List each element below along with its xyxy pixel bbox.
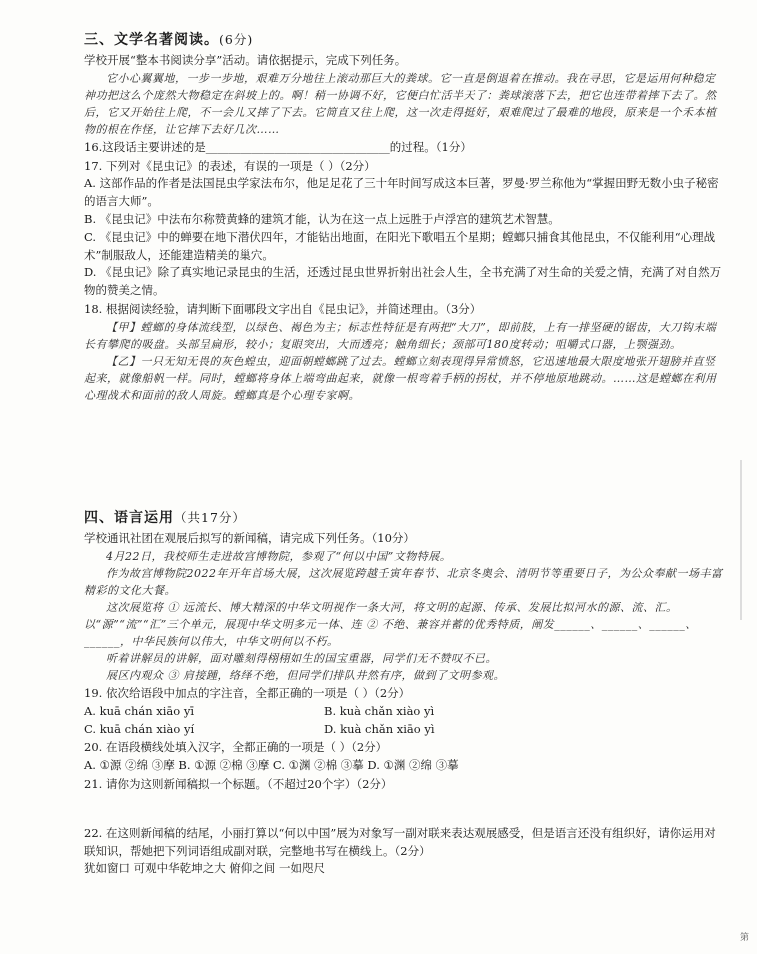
news-paragraph-1: 4月22日，我校师生走进故宫博物院，参观了“何以中国”文物特展。 (106, 549, 452, 563)
q19-options-row-1 (84, 703, 724, 721)
news-paragraph-3: 这次展览将 ① 远流长、博大精深的中华文明视作一条大河，将文明的起源、传承、发展比拟河水的源、流、汇。以“源”“流”“汇”三个单元，展现中华文明多元一体、连 ② 不绝、兼容并蓄的优秀特质，阐发______、______、______、______，中华民族何以伟大，中华文明何以不朽。 (84, 600, 697, 648)
q19-option-b: B. kuà chǎn xiào yì (324, 703, 435, 718)
section-3-score: (6分) (219, 32, 254, 47)
passage-yi: 【乙】一只无知无畏的灰色蝗虫，迎面朝螳螂跳了过去。螳螂立刻表现得异常愤怒，它迅速地最大限度地张开翅膀并直竖起来，就像船帆一样。同时，螳螂将身体上端弯曲起来，就像一根弯着手柄的拐杖，并不停地原地跳动。……这是螳螂在利用心理战术和面前的敌人周旋。螳螂真是个心理专家啊。 (84, 354, 717, 402)
question-19: 19. 依次给语段中加点的字注音，全都正确的一项是（ ）（2分） (84, 685, 411, 700)
question-20: 20. 在语段横线处填入汉字，全都正确的一项是（ ）（2分） (84, 740, 388, 755)
q17-option-a: A. 这部作品的作者是法国昆虫学家法布尔，他足足花了三十年时间写成这本巨著，罗曼·罗兰称他为“掌握田野无数小虫子秘密的语言大师”。 (84, 176, 719, 209)
section-4-title (84, 508, 724, 530)
q17-option-d: D. 《昆虫记》除了真实地记录昆虫的生活，还透过昆虫世界折射出社会人生，全书充满了对生命的关爱之情，充满了对自然万物的赞美之情。 (84, 265, 722, 298)
section-4 (84, 508, 724, 878)
question-18: 18. 根据阅读经验，请判断下面哪段文字出自《昆虫记》，并简述理由。（3分） (84, 302, 482, 316)
q21-answer-space (84, 794, 724, 824)
question-22: 22. 在这则新闻稿的结尾，小丽打算以“何以中国”展为对象写一副对联来表达观展感受，但是语言还没有组织好，请你运用对联知识，帮她把下列词语组成副对联，完整地书写在横线上。（2分） (84, 825, 716, 858)
q19-option-c: C. kuā chán xiào yí (84, 721, 195, 736)
news-paragraph-2: 作为故宫博物院2022年开年首场大展，这次展览跨越壬寅年春节、北京冬奥会、清明节等重要日子，为公众奉献一场丰富精彩的文化大餐。 (84, 566, 723, 597)
section-3-intro: 学校开展“整本书阅读分享”活动。请依据提示，完成下列任务。 (84, 52, 407, 67)
q19-options-row-2 (84, 721, 724, 739)
scan-smudge (740, 460, 742, 620)
q22-word-list: 犹如窗口 可观中华乾坤之大 俯仰之间 一如咫尺 (84, 861, 325, 876)
news-paragraph-4: 听着讲解员的讲解，面对雕刻得栩栩如生的国宝重器，同学们无不赞叹不已。 (106, 651, 497, 665)
news-paragraph-5: 展区内观众 ③ 肩接踵，络绎不绝，但同学们排队井然有序，做到了文明参观。 (106, 668, 505, 682)
page-corner-mark: 第 (739, 933, 749, 944)
section-4-heading: 四、语言运用 (84, 510, 174, 526)
question-21: 21. 请你为这则新闻稿拟一个标题。（不超过20个字）（2分） (84, 776, 393, 791)
question-17: 17. 下列对《昆虫记》的表述，有误的一项是（ ）（2分） (84, 158, 376, 173)
q17-option-c: C. 《昆虫记》中的蝉要在地下潜伏四年，才能钻出地面，在阳光下歌唱五个星期；螳螂只捕食其他昆虫，不仅能利用“心理战术”制服敌人，还能建造精美的巢穴。 (84, 229, 716, 262)
q20-options: A. ①源 ②绵 ③摩 B. ①源 ②棉 ③摩 C. ①渊 ②棉 ③摹 D. ①渊 ②绵 ③摹 (84, 758, 459, 773)
section-3 (84, 30, 724, 404)
section-4-intro: 学校通讯社团在观展后拟写的新闻稿，请完成下列任务。（10分） (84, 530, 415, 545)
section-3-heading: 三、文学名著阅读。 (84, 32, 219, 48)
question-16: 16.这段话主要讲述的是________________________________的过程。（1分） (84, 139, 472, 154)
section-3-title (84, 30, 724, 52)
q19-option-a: A. kuā chán xiāo yī (84, 703, 195, 718)
section-4-score: （共17分） (174, 510, 246, 525)
q19-option-d: D. kuà chǎn xiāo yì (324, 721, 435, 736)
excerpt-text: 它小心翼翼地，一步一步地，艰难万分地往上滚动那巨大的粪球。它一直是倒退着在推动。我在寻思，它是运用何种稳定神功把这么个庞然大物稳定在斜坡上的。啊！稍一协调不好，它便白忙活半天了：粪球滚落下去，把它也连带着摔下去了。然后，它又开始往上爬，不一会儿又摔了下去。它简直又往上爬，这一次走得挺好，艰难爬过了最难的地段，原来是一个禾本植物的根在作怪，让它摔下去好几次…… (84, 71, 717, 136)
passage-jia: 【甲】螳螂的身体流线型，以绿色、褐色为主；标志性特征是有两把“大刀”，即前肢，上有一排坚硬的锯齿，大刀钩末端长有攀爬的吸盘。头部呈扁形，较小；复眼突出，大而透亮；触角细长；颈部可180度转动；咀嚼式口器，上颚强劲。 (84, 320, 717, 351)
q17-option-b: B. 《昆虫记》中法布尔称赞黄蜂的建筑才能，认为在这一点上远胜于卢浮宫的建筑艺术智慧。 (84, 211, 560, 226)
